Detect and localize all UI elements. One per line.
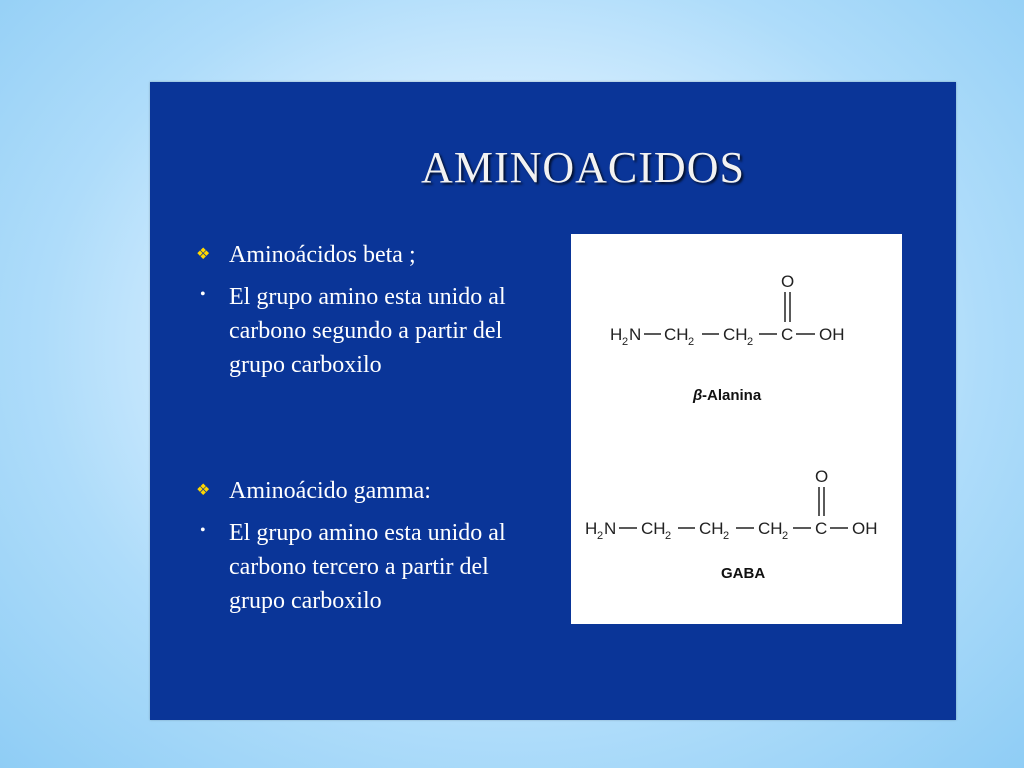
beta-symbol: β [693,387,703,404]
body-line: El grupo amino esta unido al [229,520,506,546]
body-line: grupo carboxilo [229,352,382,378]
beta-section [196,238,546,382]
atom-ch: CH [664,325,689,344]
atom-n: N [629,325,642,344]
atom-ch: CH [641,519,666,538]
slide [150,82,956,720]
atom-h: H [585,519,598,538]
structures-svg [571,234,902,624]
atom-ch: CH [723,325,748,344]
atom-o: O [781,272,795,291]
heading-text: Aminoácido gamma: [229,478,431,504]
body-line: carbono segundo a partir del [229,318,503,344]
atom-o: O [815,467,829,486]
atom-oh: OH [852,519,878,538]
atom-sub: 2 [747,336,754,348]
bullet-body [196,280,546,382]
atom-c: C [781,325,794,344]
atom-sub: 2 [665,530,672,542]
dot-icon: • [200,286,206,303]
atom-sub: 2 [782,530,789,542]
gaba-caption: GABA [721,565,766,582]
atom-oh: OH [819,325,845,344]
atom-h: H [610,325,623,344]
beta-alanine-structure [610,272,845,404]
beta-alanine-caption: -Alanina [702,387,762,404]
four-diamond-icon: ❖ [196,246,211,263]
body-line: carbono tercero a partir del [229,554,489,580]
bullet-heading [196,238,546,272]
gamma-section [196,474,546,618]
bullet-heading [196,474,546,508]
structures-figure [571,234,902,624]
atom-sub: 2 [723,530,730,542]
slide-title: AMINOACIDOS [421,143,745,192]
body-line: El grupo amino esta unido al [229,284,506,310]
gaba-structure [585,467,878,582]
body-line: grupo carboxilo [229,588,382,614]
atom-n: N [604,519,617,538]
dot-icon: • [200,522,206,539]
heading-text: Aminoácidos beta ; [229,242,416,268]
atom-ch: CH [699,519,724,538]
four-diamond-icon: ❖ [196,482,211,499]
atom-sub: 2 [622,336,629,348]
bullet-body [196,516,546,618]
atom-ch: CH [758,519,783,538]
atom-sub: 2 [688,336,695,348]
atom-c: C [815,519,828,538]
atom-sub: 2 [597,530,604,542]
